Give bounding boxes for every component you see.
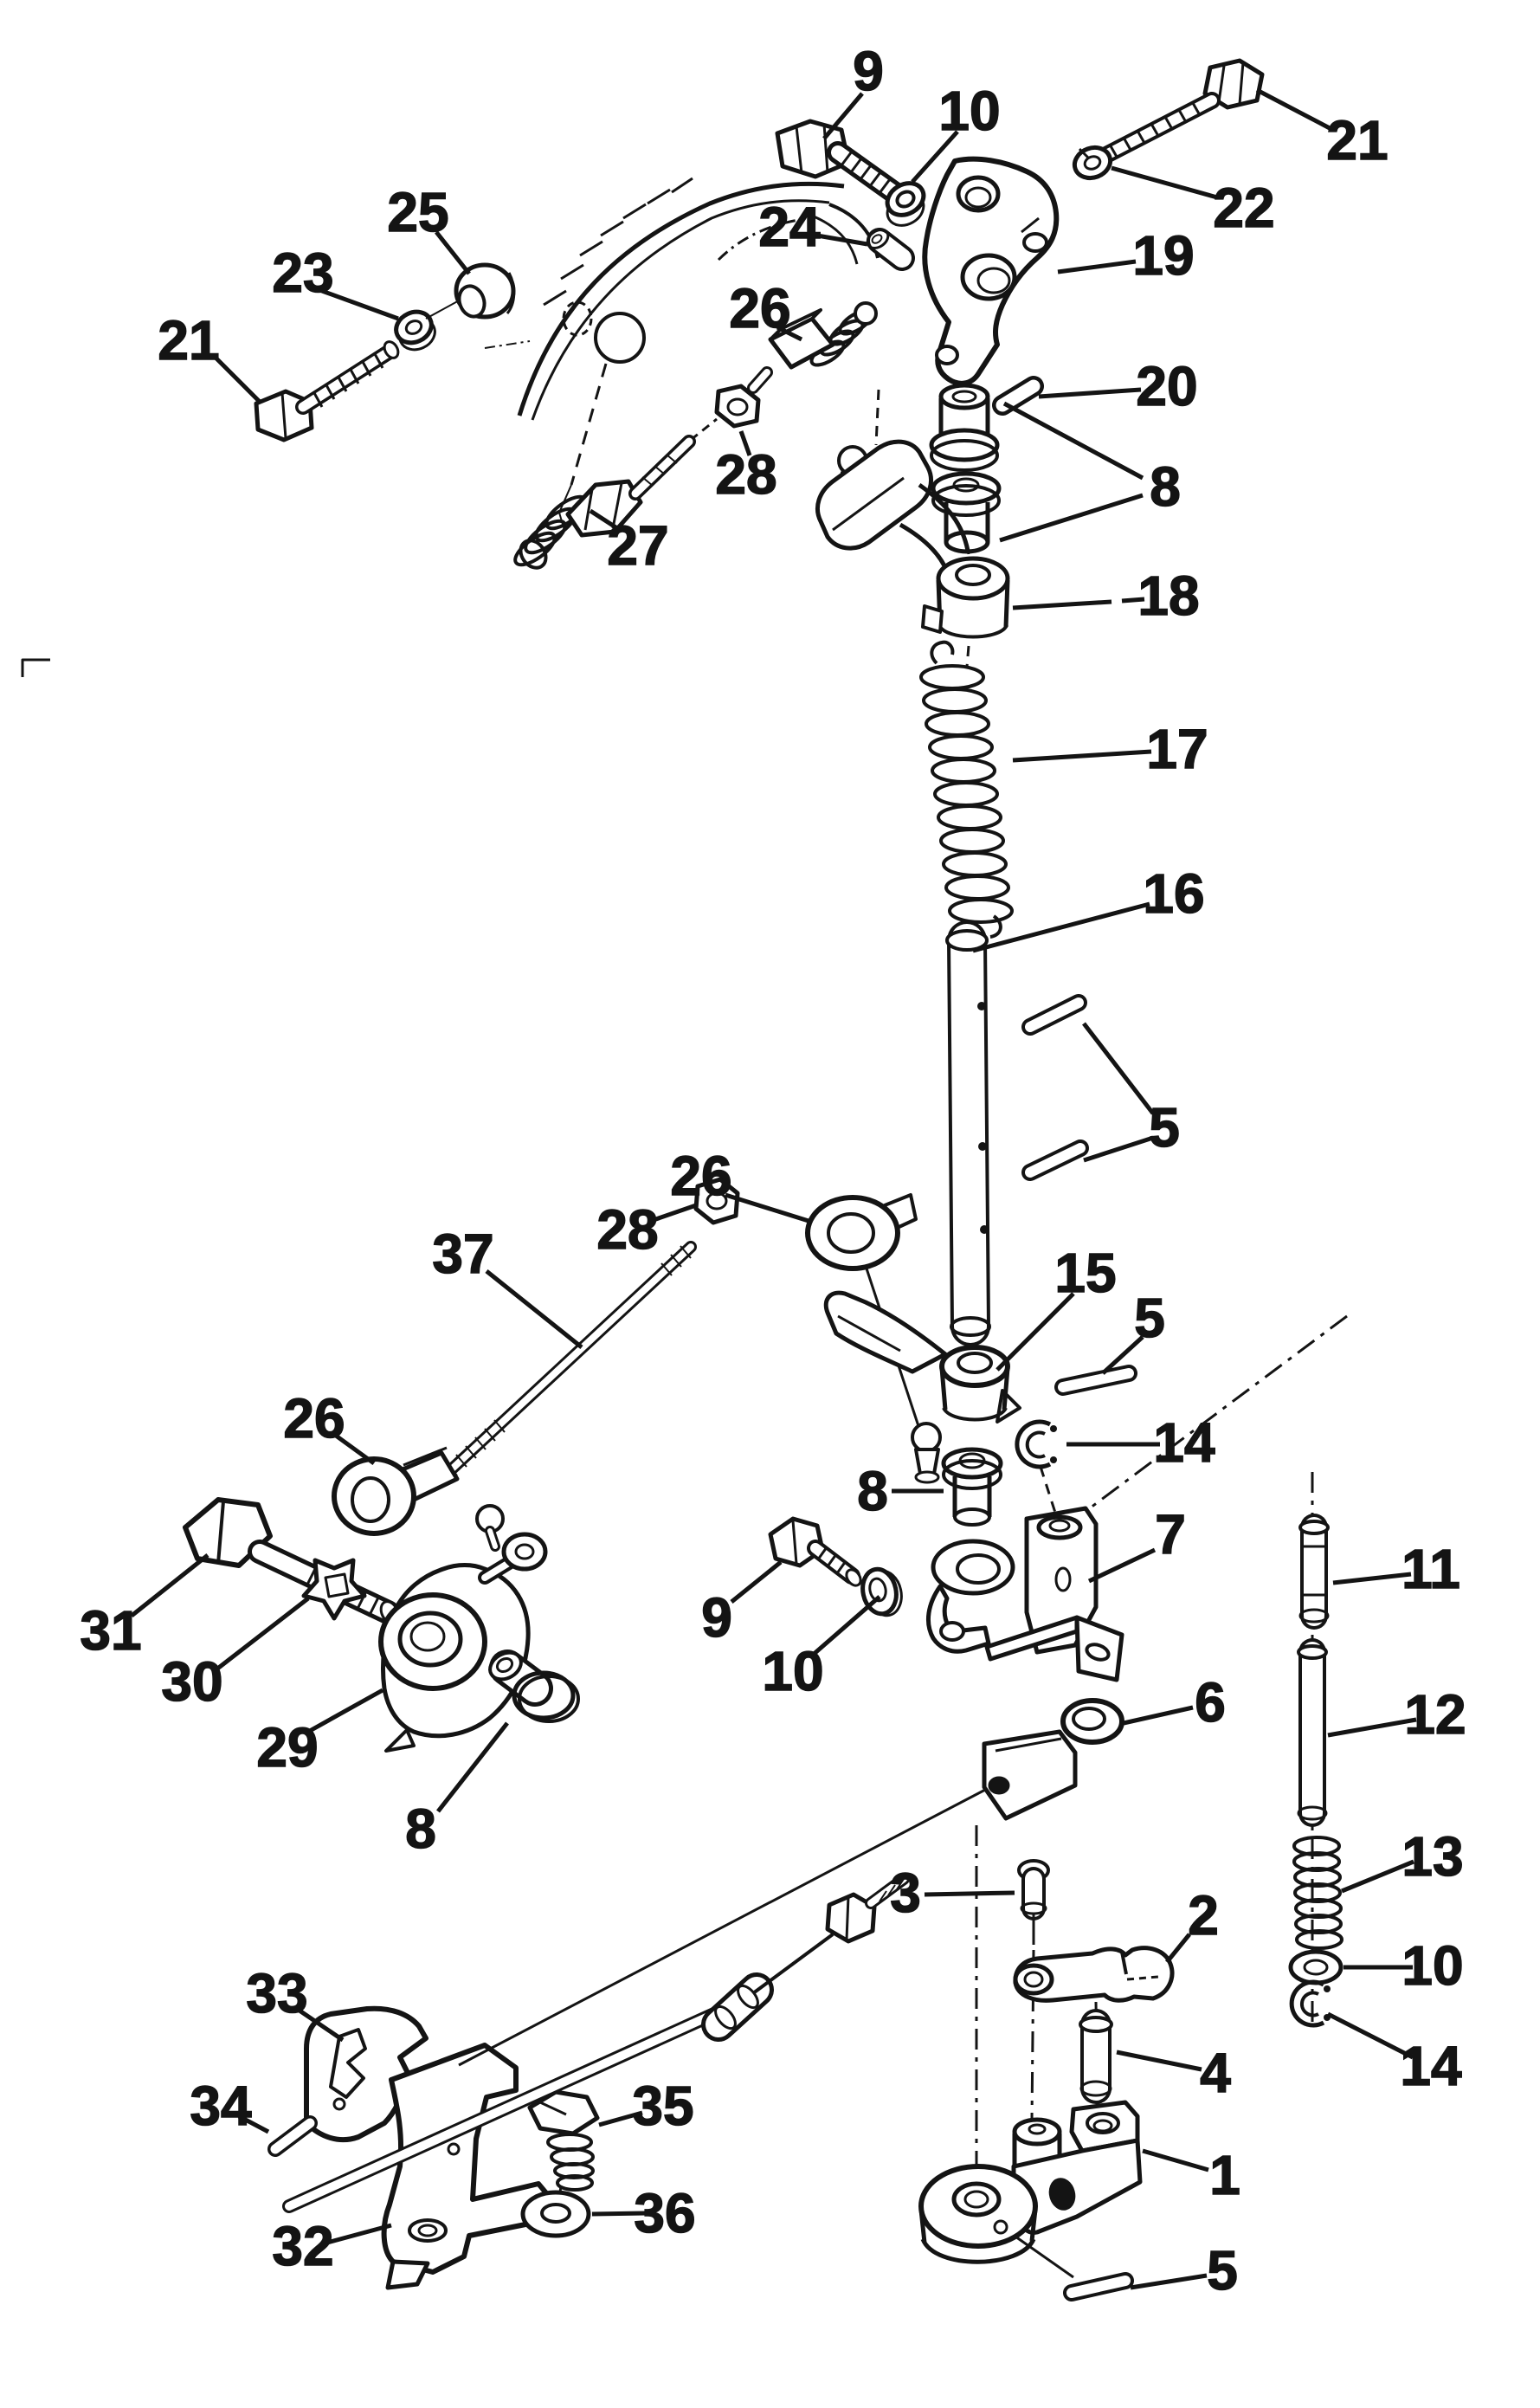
callout-26 xyxy=(283,1387,374,1463)
part-number-8: 8 xyxy=(1150,455,1181,518)
callout-10 xyxy=(762,1597,880,1702)
part-number-6: 6 xyxy=(1195,1671,1226,1733)
bracket-19 xyxy=(925,159,1056,384)
callout-5 xyxy=(1084,1023,1180,1160)
callout-8 xyxy=(405,1723,507,1860)
callout-14 xyxy=(1066,1411,1215,1474)
part-number-29: 29 xyxy=(256,1716,319,1779)
part-number-17: 17 xyxy=(1146,718,1208,780)
part-number-31: 31 xyxy=(80,1599,142,1662)
pins-5-shaft xyxy=(1030,1003,1080,1172)
pin-5-base xyxy=(1072,2281,1125,2293)
part-number-28: 28 xyxy=(596,1198,659,1261)
leader-line-12 xyxy=(1328,1720,1416,1735)
callout-8 xyxy=(1000,403,1181,540)
part-number-23: 23 xyxy=(272,242,334,304)
callout-36 xyxy=(592,2182,696,2244)
part-number-14: 14 xyxy=(1153,1411,1215,1474)
bushings-8-top xyxy=(931,385,999,552)
part-number-33: 33 xyxy=(246,1962,308,2024)
callout-25 xyxy=(387,181,469,274)
part-number-26: 26 xyxy=(729,277,791,339)
bushing-8-mid xyxy=(944,1449,1001,1525)
part-number-35: 35 xyxy=(632,2075,694,2137)
shift-shaft-16 xyxy=(947,931,989,1335)
part-number-4: 4 xyxy=(1200,2042,1231,2104)
callout-10 xyxy=(1343,1934,1464,1997)
part-number-30: 30 xyxy=(161,1650,223,1713)
anchor-bracket-1 xyxy=(921,2102,1140,2262)
e-clip-14-top xyxy=(1017,1422,1057,1467)
part-number-14: 14 xyxy=(1400,2035,1462,2097)
leader-line-1 xyxy=(1143,2151,1208,2170)
part-number-10: 10 xyxy=(1401,1934,1464,1997)
callout-19 xyxy=(1058,224,1195,287)
washer-10-right xyxy=(1291,1952,1341,1983)
pivot-bracket-29 xyxy=(381,1506,545,1751)
callout-21 xyxy=(1257,90,1389,171)
leader-line-8 xyxy=(1000,495,1143,540)
part-number-21: 21 xyxy=(1326,109,1389,171)
part-number-9: 9 xyxy=(701,1586,732,1649)
leader-line-17 xyxy=(1013,752,1151,760)
bushing-25 xyxy=(455,265,514,320)
part-number-8: 8 xyxy=(405,1798,436,1860)
callout-6 xyxy=(1124,1671,1226,1733)
cable-end-6 xyxy=(984,1701,1122,1818)
leader-line-21 xyxy=(213,355,260,402)
plug-24 xyxy=(864,226,902,258)
leader-line-2 xyxy=(1167,1934,1189,1962)
part-number-34: 34 xyxy=(190,2075,252,2137)
pin-5-cam xyxy=(1063,1373,1129,1387)
callout-3 xyxy=(890,1862,1015,1924)
leader-line-7 xyxy=(1089,1550,1155,1581)
pin-4 xyxy=(1080,2017,1112,2095)
pin-11 xyxy=(1300,1521,1328,1622)
washer-23 xyxy=(391,299,462,355)
part-number-37: 37 xyxy=(432,1223,494,1285)
callout-1 xyxy=(1143,2144,1240,2206)
callout-35 xyxy=(599,2075,694,2137)
callout-9 xyxy=(824,40,884,139)
part-number-12: 12 xyxy=(1404,1683,1466,1746)
leader-line-11 xyxy=(1333,1574,1411,1583)
leader-line-20 xyxy=(1039,390,1141,397)
mount-bracket-32 xyxy=(384,2045,556,2288)
callout-2 xyxy=(1167,1884,1219,1962)
part-number-7: 7 xyxy=(1155,1503,1186,1566)
callout-30 xyxy=(161,1598,308,1713)
callout-34 xyxy=(190,2075,268,2137)
part-number-11: 11 xyxy=(1401,1538,1460,1600)
callout-18 xyxy=(1013,565,1200,627)
part-number-8: 8 xyxy=(857,1460,888,1522)
leader-line-22 xyxy=(1112,168,1217,197)
leader-line-15 xyxy=(997,1294,1073,1370)
part-number-10: 10 xyxy=(938,80,1001,142)
callout-12 xyxy=(1328,1683,1466,1746)
lever-arm-2 xyxy=(1015,1948,1172,2001)
callout-14 xyxy=(1328,2014,1462,2097)
callout-27 xyxy=(590,511,669,577)
bolt-21-left xyxy=(256,339,401,440)
part-number-20: 20 xyxy=(1136,355,1198,417)
callout-5 xyxy=(1131,2239,1238,2301)
ball-joint-26-mid xyxy=(808,1195,916,1269)
shift-bracket-7 xyxy=(928,1508,1122,1680)
callout-11 xyxy=(1333,1538,1460,1600)
part-number-21: 21 xyxy=(158,309,220,371)
callout-37 xyxy=(432,1223,582,1347)
leader-line-37 xyxy=(486,1271,582,1347)
pin-3 xyxy=(1019,1861,1048,1945)
part-number-13: 13 xyxy=(1401,1825,1464,1888)
callout-23 xyxy=(272,242,398,319)
part-number-5: 5 xyxy=(1149,1096,1180,1159)
part-number-5: 5 xyxy=(1134,1287,1165,1349)
engine-cowl-outline xyxy=(23,178,878,677)
callout-13 xyxy=(1342,1825,1464,1891)
spring-13 xyxy=(1294,1837,1342,1948)
assembly-centerlines xyxy=(691,390,1347,2277)
throttle-cable xyxy=(289,1789,987,2206)
callout-15 xyxy=(997,1242,1117,1370)
part-number-27: 27 xyxy=(607,514,669,577)
leader-line-6 xyxy=(1124,1708,1193,1723)
leader-line-29 xyxy=(308,1690,383,1732)
callout-4 xyxy=(1117,2042,1231,2104)
callout-26 xyxy=(670,1145,809,1221)
callout-28 xyxy=(715,431,776,506)
leader-line-21 xyxy=(1257,90,1330,128)
part-number-16: 16 xyxy=(1143,862,1205,925)
bolt-21-right xyxy=(1093,61,1262,168)
part-number-9: 9 xyxy=(853,40,884,102)
callout-31 xyxy=(80,1555,208,1662)
part-number-19: 19 xyxy=(1132,224,1195,287)
part-number-32: 32 xyxy=(272,2215,334,2277)
part-number-5: 5 xyxy=(1207,2239,1238,2301)
callout-32 xyxy=(272,2215,391,2277)
part-number-26: 26 xyxy=(283,1387,345,1449)
part-number-28: 28 xyxy=(715,443,777,506)
link-rod-12 xyxy=(1298,1646,1326,1819)
part-number-18: 18 xyxy=(1137,565,1200,627)
leader-line-5 xyxy=(1084,1138,1153,1160)
leader-line-5 xyxy=(1084,1023,1153,1114)
leader-line-4 xyxy=(1117,2052,1202,2069)
bolt-35 xyxy=(530,2092,597,2190)
pin-34 xyxy=(275,2123,310,2149)
leader-line-18 xyxy=(1013,602,1112,608)
part-number-3: 3 xyxy=(890,1862,921,1924)
callout-9 xyxy=(701,1562,781,1649)
callout-7 xyxy=(1089,1503,1186,1581)
part-number-36: 36 xyxy=(634,2182,696,2244)
leader-line-31 xyxy=(132,1555,208,1616)
callout-20 xyxy=(1039,355,1198,417)
part-number-22: 22 xyxy=(1213,177,1275,239)
rod-end-26-left xyxy=(334,1448,457,1533)
spring-17 xyxy=(921,642,1012,937)
leader-line-9 xyxy=(731,1562,781,1602)
leader-line-30 xyxy=(216,1598,308,1669)
callout-33 xyxy=(246,1962,343,2040)
leader-line-5 xyxy=(1131,2276,1207,2288)
part-number-25: 25 xyxy=(387,181,449,243)
callout-26 xyxy=(729,277,802,339)
leader-line-19 xyxy=(1058,261,1136,272)
part-number-2: 2 xyxy=(1188,1884,1219,1946)
leader-line-3 xyxy=(925,1893,1015,1895)
leader-line-8 xyxy=(1004,403,1143,478)
callout-21 xyxy=(158,309,260,402)
part-number-24: 24 xyxy=(758,196,821,258)
callout-17 xyxy=(1013,718,1208,780)
pin-20 xyxy=(1002,386,1034,405)
part-number-26: 26 xyxy=(670,1145,732,1207)
bolt-9-mid xyxy=(770,1519,863,1588)
part-number-1: 1 xyxy=(1209,2144,1240,2206)
callout-29 xyxy=(256,1690,383,1779)
part-number-15: 15 xyxy=(1054,1242,1117,1304)
part-number-10: 10 xyxy=(762,1640,824,1702)
